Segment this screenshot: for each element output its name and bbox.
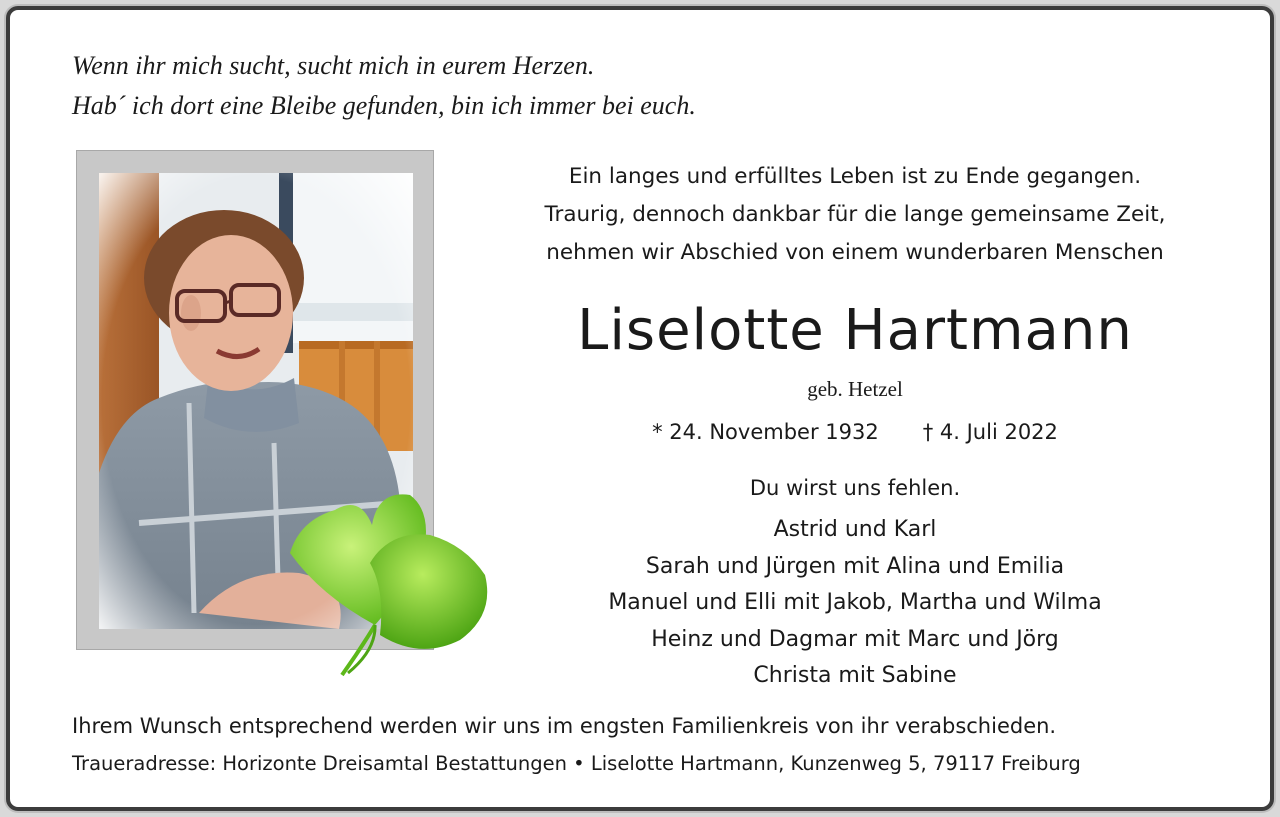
farewell-line: Du wirst uns fehlen. [749,476,961,500]
death-date: † 4. Juli 2022 [922,420,1058,444]
intro-line-1: Ein langes und erfülltes Leben ist zu Ende gegangen. [568,164,1142,189]
mourning-address: Traueradresse: Horizonte Dreisamtal Bestattungen • Liselotte Hartmann, Kunzenweg 5, 79117 Freiburg [72,752,1081,775]
mourner-line: Heinz und Dagmar mit Marc und Jörg [651,626,1059,652]
birth-date: * 24. November 1932 [652,420,879,444]
ginkgo-leaf-icon [280,475,500,680]
intro-text [490,158,1220,272]
life-dates [490,416,1220,448]
birth-name: geb. Hetzel [807,377,903,401]
intro-line-2: Traurig, dennoch dankbar für die lange gemeinsame Zeit, [544,202,1166,227]
mourner-line: Manuel und Elli mit Jakob, Martha und Wilma [608,590,1102,615]
motto-line-2: Hab´ ich dort eine Bleibe gefunden, bin ich immer bei euch. [72,91,696,120]
mourner-line: Christa mit Sabine [753,663,957,688]
mourners-list [490,512,1220,695]
funeral-note: Ihrem Wunsch entsprechend werden wir uns im engsten Familienkreis von ihr verabschieden. [72,714,1057,738]
motto-line-1: Wenn ihr mich sucht, sucht mich in eurem Herzen. [72,51,595,80]
deceased-name: Liselotte Hartmann [577,298,1133,363]
mourner-line: Astrid und Karl [773,517,937,542]
intro-line-3: nehmen wir Abschied von einem wunderbaren Menschen [546,240,1164,265]
motto-verse [72,46,696,126]
obituary-card [6,6,1274,811]
mourner-line: Sarah und Jürgen mit Alina und Emilia [645,553,1065,579]
